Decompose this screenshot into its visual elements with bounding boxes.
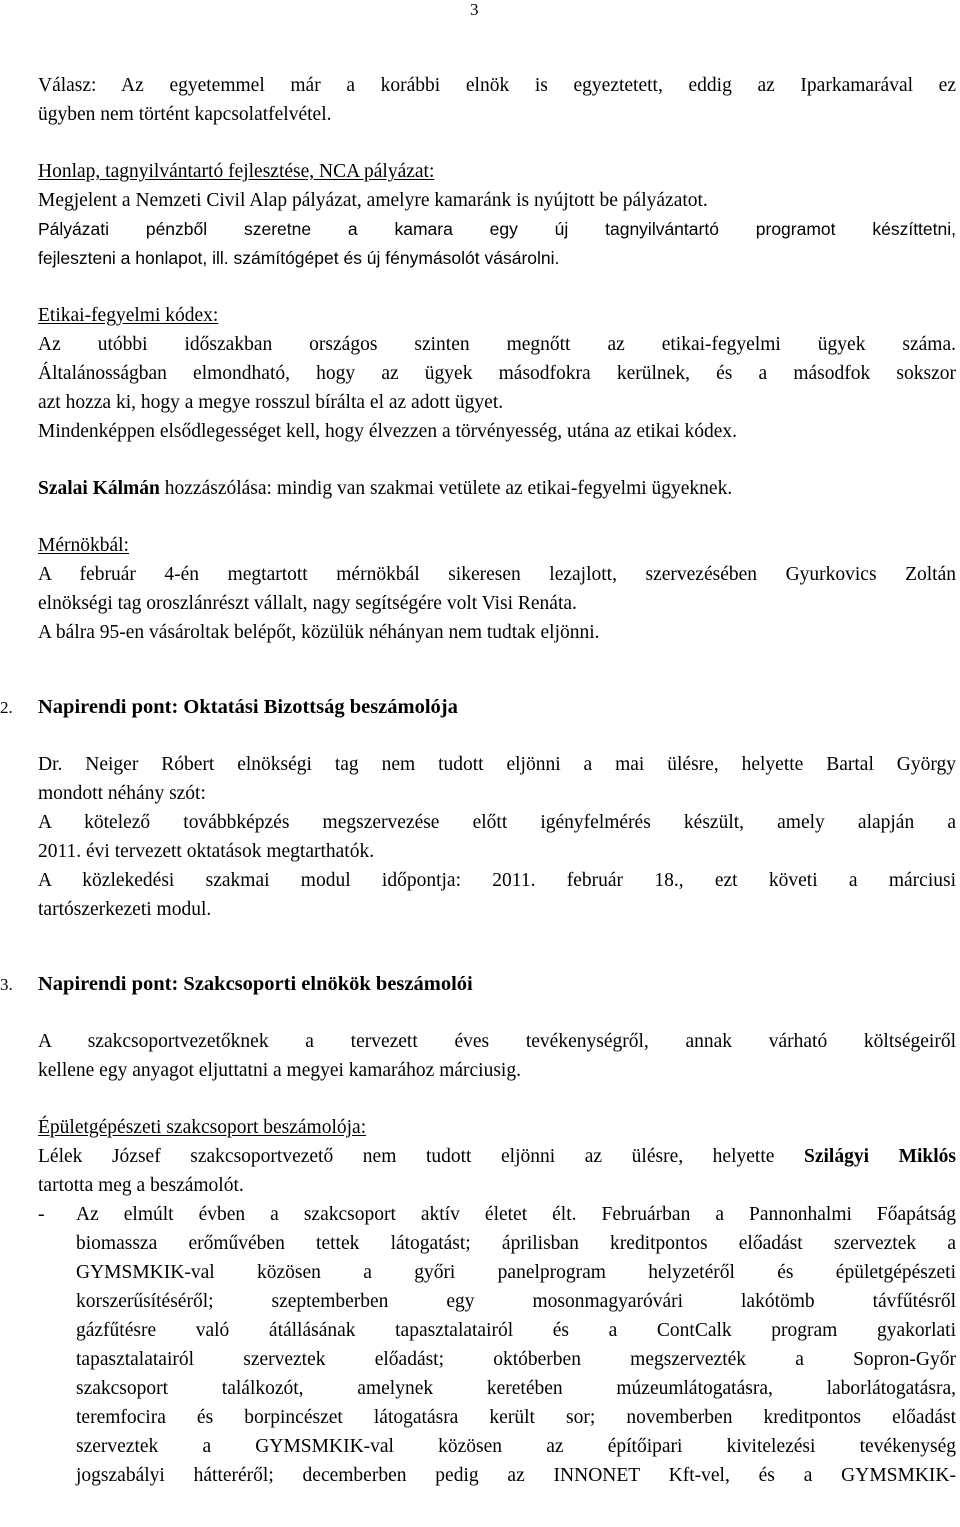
bullet-line-10: jogszabályi hátteréről; decemberben pedig az INNONET Kft-vel, és a GYMSMKIK- [76,1465,956,1486]
epuletgepeszeti-line-1-text: Lélek József szakcsoportvezető nem tudott eljönni az ülésre, helyette [38,1146,804,1167]
agenda-item-3-title: Napirendi pont: Szakcsoporti elnökök beszámolói [38,973,473,995]
epuletgepeszeti-title [38,1113,956,1142]
mernokbal-line-1: A február 4-én megtartott mérnökbál sikeresen lezajlott, szervezésében Gyurkovics Zoltán [38,564,956,585]
valasz-line-2: ügyben nem történt kapcsolatfelvétel. [38,104,332,125]
etikai-line-4: Mindenképpen elsődlegességet kell, hogy élvezzen a törvényesség, utána az etikai kódex. [38,421,738,442]
agenda-item-3-number: 3. [0,975,13,994]
bullet-dash: - [38,1204,45,1225]
bullet-line-4: korszerűsítéséről; szeptemberben egy mosonmagyaróvári lakótömb távfűtésről [76,1291,956,1312]
spacer [38,273,956,301]
epuletgepeszeti-line-1 [38,1142,956,1171]
bullet-line-6: tapasztalatairól szerveztek előadást; októberben megszervezték a Sopron-Győr [76,1349,956,1370]
bullet-line-5: gázfűtésre való átállásának tapasztalatairól és a ContCalk program gyakorlati [76,1320,956,1341]
honlap-title-text: Honlap, tagnyilvántartó fejlesztése, NCA pályázat: [38,161,435,182]
szalai-line [38,474,956,503]
mernokbal-line-2: elnökségi tag oroszlánrészt vállalt, nagy segítségére volt Visi Renáta. [38,593,577,614]
agenda-2-line-4: 2011. évi tervezett oktatások megtarthatók. [38,841,375,862]
agenda-item-3-heading [0,970,956,999]
bullet-line-1: Az elmúlt évben a szakcsoport aktív életet élt. Februárban a Pannonhalmi Főapátság [76,1204,956,1225]
honlap-title [38,157,956,186]
epuletgepeszeti-title-text: Épületgépészeti szakcsoport beszámolója: [38,1117,367,1138]
spacer [38,722,956,750]
spacer [38,924,956,970]
mernokbal-title [38,531,956,560]
page-number: 3 [470,0,479,19]
bullet-line-2: biomassza erőművében tettek látogatást; áprilisban kreditpontos előadást szerveztek a [76,1233,956,1254]
etikai-line-2: Általánosságban elmondható, hogy az ügyek másodfokra kerülnek, és a másodfok sokszor [38,363,956,384]
bullet-line-7: szakcsoport találkozót, amelynek keretében múzeumlátogatásra, laborlátogatásra, [76,1378,956,1399]
agenda-2-line-1: Dr. Neiger Róbert elnökségi tag nem tudott eljönni a mai ülésre, helyette Bartal György [38,754,956,775]
etikai-title [38,301,956,330]
valasz-line-1: Válasz: Az egyetemmel már a korábbi elnök is egyeztetett, eddig az Iparkamarával ez [38,75,956,96]
agenda-3-line-1: A szakcsoportvezetőknek a tervezett éves tevékenységről, annak várható költségeiről [38,1031,956,1052]
spacer [38,446,956,474]
mernokbal-title-text: Mérnökbál: [38,535,129,556]
agenda-item-2-heading [0,693,956,722]
agenda-item-2-number: 2. [0,698,13,717]
szalai-name: Szalai Kálmán [38,478,160,499]
agenda-2-line-2: mondott néhány szót: [38,783,206,804]
spacer [38,503,956,531]
spacer [38,1085,956,1113]
szalai-text: hozzászólása: mindig van szakmai vetülete az etikai-fegyelmi ügyeknek. [159,478,733,499]
honlap-line-3: fejleszteni a honlapot, ill. számítógépet és új fénymásolót vásárolni. [38,248,560,268]
etikai-title-text: Etikai-fegyelmi kódex: [38,305,219,326]
agenda-2-line-6: tartószerkezeti modul. [38,899,212,920]
bullet-line-9: szerveztek a GYMSMKIK-val közösen az építőipari kivitelezési tevékenység [76,1436,956,1457]
honlap-line-1: Megjelent a Nemzeti Civil Alap pályázat, amelyre kamaránk is nyújtott be pályázatot. [38,190,708,211]
etikai-line-1: Az utóbbi időszakban országos szinten megnőtt az etikai-fegyelmi ügyek száma. [38,334,956,355]
agenda-item-2-title: Napirendi pont: Oktatási Bizottság beszámolója [38,696,458,718]
honlap-line-2: Pályázati pénzből szeretne a kamara egy új tagnyilvántartó programot készíttetni, [38,219,956,239]
etikai-line-3: azt hozza ki, hogy a megye rosszul bírálta el az adott ügyet. [38,392,504,413]
spacer [38,999,956,1027]
spacer [38,647,956,693]
bullet-line-3: GYMSMKIK-val közösen a győri panelprogram helyzetéről és épületgépészeti [76,1262,956,1283]
bullet-line-8: teremfocira és borpincészet látogatásra került sor; novemberben kreditpontos előadást [76,1407,956,1428]
epuletgepeszeti-speaker: Szilágyi Miklós [803,1146,956,1167]
list-item [38,1200,956,1490]
agenda-3-line-2: kellene egy anyagot eljuttatni a megyei kamarához márciusig. [38,1060,521,1081]
document-body [0,71,956,1490]
agenda-2-line-5: A közlekedési szakmai modul időpontja: 2011. február 18., ezt követi a márciusi [38,870,956,891]
spacer [38,129,956,157]
mernokbal-line-3: A bálra 95-en vásároltak belépőt, közülük néhányan nem tudtak eljönni. [38,622,600,643]
epuletgepeszeti-line-2: tartotta meg a beszámolót. [38,1175,244,1196]
agenda-2-line-3: A kötelező továbbképzés megszervezése előtt igényfelmérés készült, amely alapján a [38,812,956,833]
